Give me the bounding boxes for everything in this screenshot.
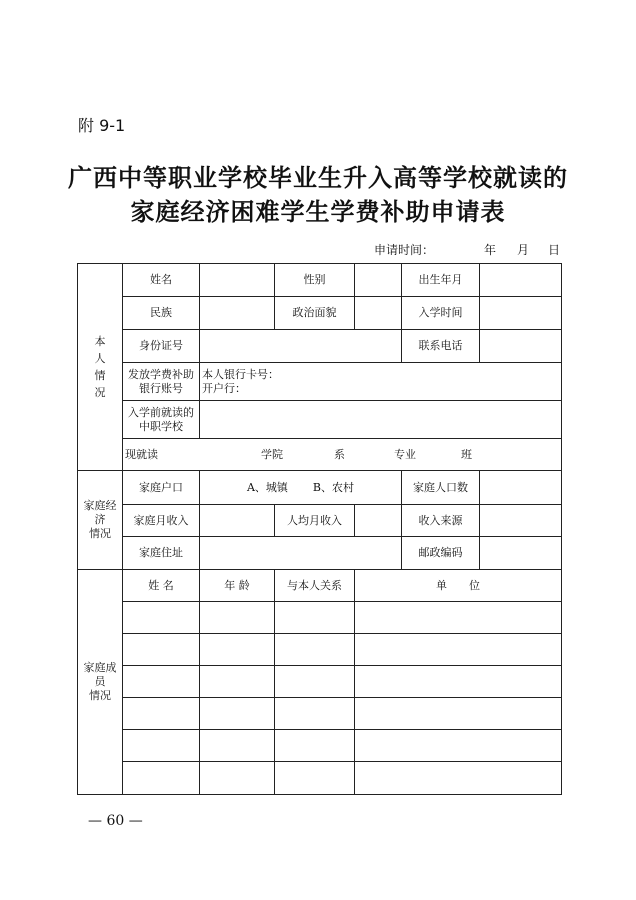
gender-label: 性别	[275, 264, 355, 297]
population-label: 家庭人口数	[402, 471, 480, 505]
phone-label: 联系电话	[402, 330, 480, 363]
member-age-cell[interactable]	[200, 602, 275, 634]
member-relation-cell[interactable]	[275, 634, 355, 666]
member-unit-cell[interactable]	[355, 730, 562, 762]
member-name-cell[interactable]	[123, 698, 200, 730]
member-name-cell[interactable]	[123, 730, 200, 762]
birth-field[interactable]	[480, 264, 562, 297]
id-number-field[interactable]	[200, 330, 402, 363]
hukou-options[interactable]	[200, 471, 402, 505]
form-title-line2: 家庭经济困难学生学费补助申请表	[130, 197, 506, 226]
member-age-cell[interactable]	[200, 730, 275, 762]
section-family: 家庭成员 情况	[78, 570, 123, 795]
class-label: 班	[461, 447, 472, 461]
bank-branch-label: 开户行：	[202, 381, 246, 395]
application-year-label: 年	[484, 243, 497, 257]
major-label: 专业	[394, 447, 416, 461]
member-name-cell[interactable]	[123, 666, 200, 698]
section-economic: 家庭经济 情况	[78, 471, 123, 570]
hukou-urban-option[interactable]: A、城镇	[246, 480, 288, 494]
enroll-time-field[interactable]	[480, 297, 562, 330]
ethnicity-label: 民族	[123, 297, 200, 330]
current-study-row[interactable]	[123, 439, 562, 471]
department-label: 系	[334, 447, 345, 461]
member-age-cell[interactable]	[200, 634, 275, 666]
application-day-label: 日	[548, 243, 561, 257]
ethnicity-field[interactable]	[200, 297, 275, 330]
member-age-cell[interactable]	[200, 666, 275, 698]
postcode-field[interactable]	[480, 537, 562, 570]
political-field[interactable]	[355, 297, 402, 330]
member-relation-cell[interactable]	[275, 666, 355, 698]
member-relation-cell[interactable]	[275, 698, 355, 730]
member-relation-cell[interactable]	[275, 602, 355, 634]
phone-field[interactable]	[480, 330, 562, 363]
current-study-label: 现就读	[125, 447, 158, 461]
bank-account-label: 发放学费补助 银行账号	[123, 363, 200, 401]
member-unit-cell[interactable]	[355, 698, 562, 730]
col-member-name: 姓 名	[123, 570, 200, 602]
per-capita-label: 人均月收入	[275, 505, 355, 537]
member-relation-cell[interactable]	[275, 730, 355, 762]
population-field[interactable]	[480, 471, 562, 505]
address-field[interactable]	[200, 537, 402, 570]
hukou-label: 家庭户口	[123, 471, 200, 505]
bank-card-label: 本人银行卡号：	[202, 367, 279, 381]
col-member-unit: 单 位	[355, 570, 562, 602]
col-member-relation: 与本人关系	[275, 570, 355, 602]
section-personal: 本 人 情 况	[78, 264, 123, 471]
name-label: 姓名	[123, 264, 200, 297]
member-unit-cell[interactable]	[355, 602, 562, 634]
member-age-cell[interactable]	[200, 762, 275, 795]
application-month-label: 月	[517, 243, 530, 257]
hukou-rural-option[interactable]: B、农村	[312, 480, 355, 494]
form-title-line1: 广西中等职业学校毕业生升入高等学校就读的	[68, 163, 568, 192]
monthly-income-label: 家庭月收入	[123, 505, 200, 537]
political-label: 政治面貌	[275, 297, 355, 330]
enroll-time-label: 入学时间	[402, 297, 480, 330]
monthly-income-field[interactable]	[200, 505, 275, 537]
member-unit-cell[interactable]	[355, 666, 562, 698]
birth-label: 出生年月	[402, 264, 480, 297]
application-form-table	[77, 263, 562, 795]
member-name-cell[interactable]	[123, 762, 200, 795]
page-number: — 60 —	[88, 813, 143, 829]
postcode-label: 邮政编码	[402, 537, 480, 570]
prev-school-field[interactable]	[200, 401, 562, 439]
member-name-cell[interactable]	[123, 602, 200, 634]
application-time-label: 申请时间：	[374, 243, 435, 257]
col-member-age: 年 龄	[200, 570, 275, 602]
id-number-label: 身份证号	[123, 330, 200, 363]
income-source-label: 收入来源	[402, 505, 480, 537]
member-unit-cell[interactable]	[355, 634, 562, 666]
bank-account-field[interactable]	[200, 363, 562, 401]
college-label: 学院	[261, 447, 283, 461]
income-source-field[interactable]	[480, 505, 562, 537]
name-field[interactable]	[200, 264, 275, 297]
attachment-label: 附 9-1	[78, 116, 126, 135]
gender-field[interactable]	[355, 264, 402, 297]
address-label: 家庭住址	[123, 537, 200, 570]
per-capita-field[interactable]	[355, 505, 402, 537]
member-unit-cell[interactable]	[355, 762, 562, 795]
member-age-cell[interactable]	[200, 698, 275, 730]
member-name-cell[interactable]	[123, 634, 200, 666]
prev-school-label: 入学前就读的 中职学校	[123, 401, 200, 439]
member-relation-cell[interactable]	[275, 762, 355, 795]
